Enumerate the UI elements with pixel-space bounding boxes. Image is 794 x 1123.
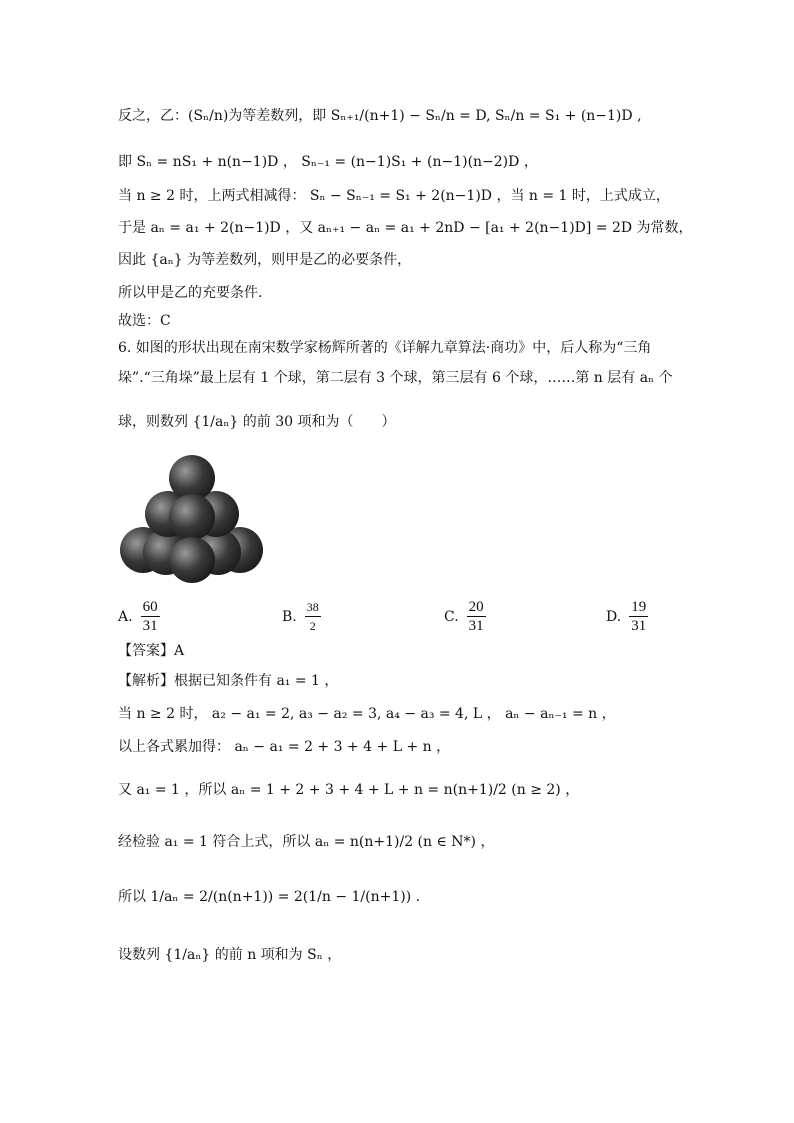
choice-fraction — [305, 598, 321, 635]
ball — [169, 537, 215, 583]
analysis-line-3: 以上各式累加得： aₙ − a₁ = 2 + 3 + 4 + L + n ， — [118, 739, 451, 755]
choice-d — [606, 598, 648, 635]
fraction-numerator: 20 — [468, 599, 484, 615]
analysis-line-7: 设数列 {1/aₙ} 的前 n 项和为 Sₙ ， — [118, 947, 342, 963]
text-line-7: 故选：C — [118, 313, 171, 329]
text-line-3: 当 n ≥ 2 时，上两式相减得： Sₙ − Sₙ₋₁ = S₁ + 2(n−1)D ，当 n = 1 时，上式成立， — [118, 188, 670, 204]
choice-b — [282, 598, 321, 635]
analysis-line-1: 【解析】根据已知条件有 a₁ = 1 ， — [118, 673, 339, 689]
question-line-2: 垛”.“三角垛”最上层有 1 个球，第二层有 3 个球，第三层有 6 个球，……第 n 层有 aₙ 个 — [118, 370, 673, 386]
answer-line: 【答案】A — [118, 643, 185, 659]
triangular-pile-figure — [118, 452, 268, 587]
analysis-line-4: 又 a₁ = 1 ，所以 aₙ = 1 + 2 + 3 + 4 + L + n = n(n+1)/2 (n ≥ 2) ， — [118, 782, 580, 798]
choice-label: C. — [444, 608, 459, 625]
choice-label: A. — [118, 608, 133, 625]
fraction-numerator: 19 — [631, 599, 647, 615]
fraction-denominator: 31 — [468, 618, 484, 634]
text-line-1: 反之，乙：(Sₙ/n)为等差数列，即 Sₙ₊₁/(n+1) − Sₙ/n = D, Sₙ/n = S₁ + (n−1)D , — [118, 108, 642, 124]
text-line-6: 所以甲是乙的充要条件. — [118, 285, 263, 301]
fraction-numerator: 38 — [305, 598, 321, 617]
text-line-5: 因此 {aₙ} 为等差数列，则甲是乙的必要条件， — [118, 252, 412, 268]
choice-a — [118, 598, 160, 635]
fraction-numerator: 60 — [142, 599, 158, 615]
analysis-line-6: 所以 1/aₙ = 2/(n(n+1)) = 2(1/n − 1/(n+1)) . — [118, 889, 421, 905]
choice-label: D. — [606, 608, 622, 625]
text-line-4: 于是 aₙ = a₁ + 2(n−1)D ，又 aₙ₊₁ − aₙ = a₁ + 2nD − [a₁ + 2(n−1)D] = 2D 为常数， — [118, 220, 693, 236]
question-line-1: 6. 如图的形状出现在南宋数学家杨辉所著的《详解九章算法·商功》中，后人称为“三角 — [118, 340, 652, 356]
choice-label: B. — [282, 608, 297, 625]
ball — [169, 494, 215, 540]
text-line-2: 即 Sₙ = nS₁ + n(n−1)D ， Sₙ₋₁ = (n−1)S₁ + (n−1)(n−2)D ， — [118, 154, 538, 170]
choice-fraction — [141, 598, 160, 635]
choice-c — [444, 598, 486, 635]
choice-fraction — [467, 598, 486, 635]
choice-fraction — [629, 598, 648, 635]
fraction-denominator: 2 — [309, 619, 316, 633]
analysis-line-2: 当 n ≥ 2 时， a₂ − a₁ = 2, a₃ − a₂ = 3, a₄ − a₃ = 4, L ， aₙ − aₙ₋₁ = n ， — [118, 706, 616, 722]
fraction-denominator: 31 — [142, 618, 158, 634]
question-line-3: 球，则数列 {1/aₙ} 的前 30 项和为（ ） — [118, 414, 396, 430]
analysis-line-5: 经检验 a₁ = 1 符合上式，所以 aₙ = n(n+1)/2 (n ∈ N*) ， — [118, 834, 495, 850]
fraction-denominator: 31 — [631, 618, 647, 634]
